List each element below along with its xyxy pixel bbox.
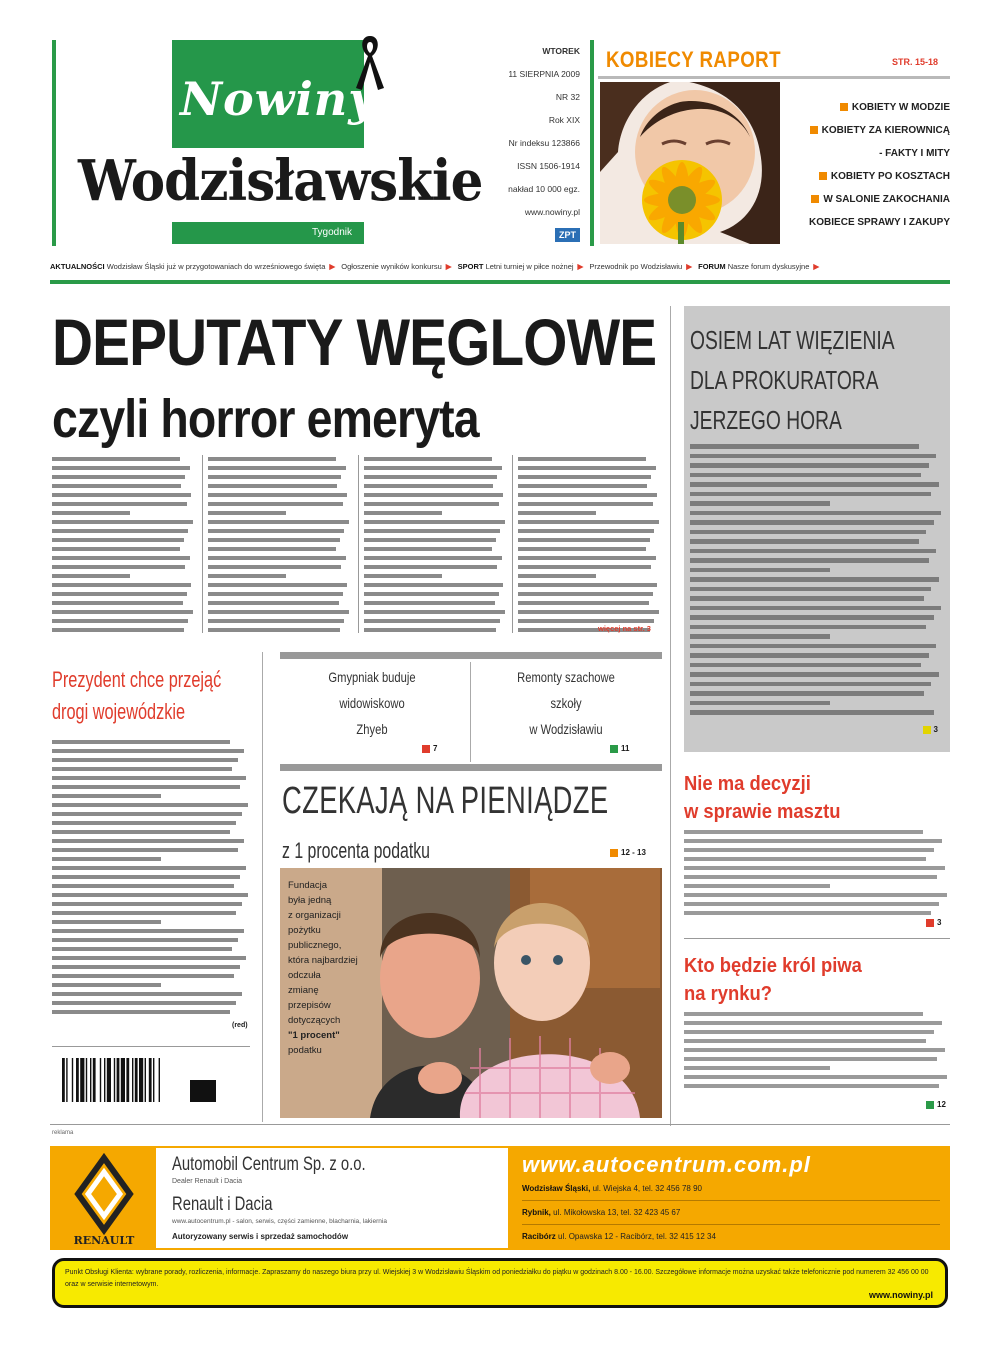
text-line <box>690 663 921 668</box>
text-line <box>690 710 934 715</box>
grey-feature-box <box>684 306 950 752</box>
text-line <box>518 502 653 506</box>
ad-authorized: Autoryzowany serwis i sprzedaż samochodów <box>172 1232 349 1241</box>
barcode-bar <box>159 1058 160 1102</box>
text-line <box>364 565 497 569</box>
logo-main[interactable]: Wodzisławskie <box>78 148 483 214</box>
barcode-bar <box>62 1058 65 1102</box>
teaser-bottom-rule <box>280 764 662 771</box>
text-line <box>690 577 939 582</box>
barcode-bar <box>80 1058 84 1102</box>
text-line <box>208 592 343 596</box>
text-line <box>52 502 187 506</box>
text-line <box>364 484 493 488</box>
text-line <box>52 983 161 987</box>
ad-brand-sub: www.autocentrum.pl - salon, serwis, części zamienne, blacharnia, lakiernia <box>172 1218 387 1225</box>
text-line <box>52 619 188 623</box>
text-line <box>208 610 349 614</box>
ticker-item[interactable]: Ogłoszenie wyników konkursu <box>341 262 442 271</box>
text-line <box>52 758 238 762</box>
text-line <box>208 457 336 461</box>
text-line <box>52 583 191 587</box>
report-item[interactable]: KOBIETY W MODZIE <box>760 96 950 119</box>
text-line <box>208 628 340 632</box>
issue-info <box>476 40 580 247</box>
ad-top-rule <box>50 1124 950 1125</box>
text-line <box>52 574 130 578</box>
barcode-addon <box>190 1080 216 1102</box>
text-line <box>364 574 442 578</box>
lead-subheadline[interactable]: czyli horror emeryta <box>52 389 479 449</box>
bullet-icon <box>819 172 827 180</box>
text-line <box>52 565 185 569</box>
text-line <box>52 830 230 834</box>
text-line <box>684 1057 937 1061</box>
logo-sub: Tygodnik <box>172 222 364 244</box>
text-line <box>208 529 344 533</box>
text-line <box>52 911 236 915</box>
ad-address: Rybnik, ul. Mikołowska 13, tel. 32 423 45 67 <box>522 1208 681 1217</box>
barcode-bar <box>76 1058 79 1102</box>
lead-body-columns <box>52 455 662 635</box>
text-line <box>684 848 934 852</box>
text-line <box>208 619 344 623</box>
report-item[interactable]: KOBIETY ZA KIEROWNICĄ <box>760 119 950 142</box>
barcode-bar <box>117 1058 120 1102</box>
issue-issn: ISSN 1506-1914 <box>517 161 580 171</box>
text-line <box>52 974 234 978</box>
text-line <box>52 839 244 843</box>
lead-headline[interactable]: DEPUTATY WĘGLOWE <box>52 305 657 379</box>
text-line <box>364 556 502 560</box>
feature-subtitle: z 1 procenta podatku <box>282 838 430 863</box>
ad-address: Wodzisław Śląski, ul. Wiejska 4, tel. 32 456 78 90 <box>522 1184 702 1193</box>
text-line <box>52 475 185 479</box>
text-line <box>52 1010 230 1014</box>
bullet-icon <box>923 726 931 734</box>
bullet-icon <box>610 849 618 857</box>
text-line <box>364 601 495 605</box>
text-line <box>518 583 657 587</box>
text-line <box>690 701 830 706</box>
report-title[interactable]: KOBIECY RAPORT <box>606 47 781 72</box>
text-line <box>52 893 248 897</box>
text-line <box>690 520 934 525</box>
report-photo <box>600 82 780 244</box>
text-line <box>690 558 929 563</box>
ad-label: reklama <box>52 1130 74 1136</box>
left-story-signature: (red) <box>232 1022 248 1029</box>
woman-with-flower-image <box>600 82 780 244</box>
ad-address-rule <box>522 1224 940 1225</box>
text-line <box>684 884 830 888</box>
text-line <box>684 902 939 906</box>
text-line <box>518 466 656 470</box>
text-line <box>52 794 161 798</box>
text-line <box>52 956 246 960</box>
text-line <box>364 583 503 587</box>
bullet-icon <box>811 195 819 203</box>
barcode-rule <box>52 1046 250 1047</box>
barcode-bar <box>107 1058 111 1102</box>
text-line <box>52 556 190 560</box>
text-line <box>208 565 341 569</box>
report-item[interactable]: - FAKTY I MITY <box>879 148 950 159</box>
right-story-1-title[interactable]: Nie ma decyzji w sprawie masztu <box>684 773 841 823</box>
text-line <box>52 628 184 632</box>
report-item[interactable]: W SALONIE ZAKOCHANIA <box>760 188 950 211</box>
ticker-item[interactable]: SPORT Letni turniej w piłce nożnej <box>457 262 574 271</box>
text-line <box>518 556 656 560</box>
issue-date: 11 SIERPNIA 2009 <box>508 69 580 79</box>
text-line <box>52 749 244 753</box>
ad-brand: Renault i Dacia <box>172 1194 273 1215</box>
bullet-icon <box>610 745 618 753</box>
text-line <box>518 457 646 461</box>
teaser-top-rule <box>280 652 662 659</box>
text-line <box>52 920 161 924</box>
ticker-rule <box>50 280 950 284</box>
issue-day: WTOREK <box>542 46 580 56</box>
text-line <box>208 547 336 551</box>
text-line <box>364 547 492 551</box>
text-line <box>690 539 919 544</box>
text-line <box>518 565 651 569</box>
barcode-bar <box>72 1058 73 1102</box>
text-line <box>52 538 184 542</box>
grey-box-title[interactable]: OSIEM LAT WIĘZIENIA DLA PROKURATORA JERZEGO HORA <box>690 325 895 435</box>
ad-url[interactable]: www.autocentrum.com.pl <box>522 1152 811 1177</box>
text-line <box>690 615 934 620</box>
dealer-advertisement[interactable] <box>50 1146 950 1250</box>
text-line <box>690 625 926 630</box>
text-line <box>690 606 941 611</box>
left-story-body <box>52 738 250 1018</box>
text-line <box>208 556 346 560</box>
teaser-2-ref[interactable]: 11 <box>610 744 629 753</box>
issue-website: www.nowiny.pl <box>524 207 580 217</box>
right-story-1-body <box>684 828 950 918</box>
text-line <box>690 511 941 516</box>
text-line <box>518 601 649 605</box>
text-line <box>52 767 232 771</box>
barcode-bar <box>126 1058 129 1102</box>
text-line <box>518 574 596 578</box>
text-line <box>52 457 180 461</box>
barcode-icon <box>58 1054 228 1114</box>
right-story-2-body <box>684 1010 950 1096</box>
text-line <box>684 875 937 879</box>
right-story-rule <box>684 938 950 939</box>
barcode-bar <box>104 1058 105 1102</box>
text-line <box>208 601 339 605</box>
text-line <box>684 1039 926 1043</box>
text-line <box>518 484 647 488</box>
text-line <box>208 520 349 524</box>
text-line <box>52 803 248 807</box>
ad-company-sub: Dealer Renault i Dacia <box>172 1178 243 1185</box>
text-line <box>364 466 502 470</box>
text-line <box>364 538 496 542</box>
text-line <box>364 520 505 524</box>
text-line <box>684 1066 830 1070</box>
text-line <box>52 785 240 789</box>
lead-column <box>364 455 506 635</box>
column-divider <box>202 455 203 633</box>
logo-script[interactable]: Nowiny <box>180 72 376 126</box>
barcode-bar <box>114 1058 115 1102</box>
text-line <box>52 992 242 996</box>
lead-continued-link[interactable]: więcej na str. 3 <box>598 624 651 633</box>
text-line <box>208 493 347 497</box>
banner-url[interactable]: www.nowiny.pl <box>869 1290 933 1300</box>
text-line <box>690 492 931 497</box>
text-line <box>684 911 931 915</box>
text-line <box>518 475 651 479</box>
bullet-icon <box>840 103 848 111</box>
issue-year: Rok XIX <box>548 115 580 125</box>
issue-circulation: nakład 10 000 egz. <box>508 184 580 194</box>
barcode-bar <box>149 1058 152 1102</box>
text-line <box>518 520 659 524</box>
text-line <box>364 475 497 479</box>
ad-contact-panel <box>508 1148 948 1248</box>
feature-photo-caption: Fundacja była jedną z organizacji pożytku publicznego, która najbardziej odczuła zmianę przepisów dotyczących "1 procent" podatku <box>288 880 358 1056</box>
news-ticker: AKTUALNOŚCI Wodzisław Śląski już w przygotowaniach do wrześniowego święta ▶ Ogłoszenie wyników konkursu ▶ SPORT Letni turniej w piłce nożnej ▶ Przewodnik po Wodzisławiu ▶ FORUM Nasze forum dyskusyjne ▶ <box>50 262 820 271</box>
text-line <box>690 634 830 639</box>
text-line <box>52 601 183 605</box>
report-page-link[interactable]: STR. 15-18 <box>892 57 939 67</box>
report-item[interactable]: KOBIETY PO KOSZTACH <box>760 165 950 188</box>
text-line <box>208 466 346 470</box>
text-line <box>52 484 181 488</box>
text-line <box>52 610 193 614</box>
teaser-1[interactable]: Gmypniak buduje widowiskowo Zhyeb <box>328 669 416 737</box>
teaser-1-ref[interactable]: 7 <box>422 744 437 753</box>
text-line <box>690 682 931 687</box>
ticker-item[interactable]: FORUM Nasze forum dyskusyjne <box>698 262 810 271</box>
text-line <box>690 444 919 449</box>
text-line <box>518 493 657 497</box>
text-line <box>364 457 492 461</box>
text-line <box>52 740 230 744</box>
report-list <box>760 96 950 234</box>
text-line <box>684 1012 923 1016</box>
text-line <box>690 596 924 601</box>
text-line <box>690 463 929 468</box>
bullet-icon <box>926 919 934 927</box>
text-line <box>52 938 238 942</box>
barcode-bar <box>90 1058 91 1102</box>
text-line <box>690 473 921 478</box>
mourning-ribbon-icon <box>352 32 388 92</box>
bullet-icon <box>422 745 430 753</box>
text-line <box>52 466 190 470</box>
left-story-title[interactable]: Prezydent chce przejąć drogi wojewódzkie <box>52 667 222 724</box>
text-line <box>208 574 286 578</box>
text-line <box>690 691 924 696</box>
teaser-2[interactable]: Remonty szachowe szkoły w Wodzisławiu <box>517 669 615 737</box>
text-line <box>208 538 340 542</box>
barcode-bar <box>139 1058 143 1102</box>
text-line <box>690 653 929 658</box>
bullet-icon <box>810 126 818 134</box>
text-line <box>684 839 942 843</box>
bottom-info-banner[interactable] <box>52 1258 948 1308</box>
text-line <box>364 619 500 623</box>
ad-address-rule <box>522 1200 940 1201</box>
text-line <box>518 529 654 533</box>
grey-box-body <box>690 442 944 722</box>
text-line <box>690 530 926 535</box>
masthead-left-rule <box>52 40 56 246</box>
text-line <box>52 857 161 861</box>
barcode-bar <box>145 1058 146 1102</box>
renault-logo <box>52 1148 156 1248</box>
renault-wordmark: RENAULT <box>73 1234 135 1247</box>
text-line <box>208 502 343 506</box>
text-line <box>364 592 499 596</box>
text-line <box>684 893 947 897</box>
text-line <box>52 529 188 533</box>
text-line <box>684 857 926 861</box>
publisher-logo: ZPT <box>555 228 580 242</box>
teaser-divider <box>470 662 471 762</box>
report-rule <box>598 76 950 79</box>
text-line <box>52 902 242 906</box>
left-column-separator <box>262 652 263 1122</box>
text-line <box>52 965 240 969</box>
text-line <box>518 511 596 515</box>
ad-company: Automobil Centrum Sp. z o.o. <box>172 1154 366 1175</box>
masthead-right-rule <box>590 40 594 246</box>
barcode-bar <box>93 1058 96 1102</box>
text-line <box>52 929 244 933</box>
text-line <box>208 583 347 587</box>
barcode-bar <box>100 1058 101 1102</box>
text-line <box>208 511 286 515</box>
text-line <box>52 511 130 515</box>
text-line <box>52 875 240 879</box>
text-line <box>52 848 238 852</box>
text-line <box>364 511 442 515</box>
right-story-2-title[interactable]: Kto będzie król piwa na rynku? <box>684 955 862 1005</box>
text-line <box>684 1021 942 1025</box>
text-line <box>52 520 193 524</box>
text-line <box>518 592 653 596</box>
text-line <box>364 610 505 614</box>
text-line <box>364 493 503 497</box>
text-line <box>684 1048 945 1052</box>
text-line <box>690 672 939 677</box>
text-line <box>684 1030 934 1034</box>
ticker-item[interactable]: Przewodnik po Wodzisławiu <box>589 262 683 271</box>
lead-column <box>208 455 350 635</box>
grey-box-page-ref[interactable]: 3 <box>923 725 938 734</box>
right-story-1-ref[interactable]: 3 <box>926 918 941 927</box>
text-line <box>364 628 496 632</box>
text-line <box>208 484 337 488</box>
barcode-bar <box>86 1058 87 1102</box>
text-line <box>52 812 242 816</box>
issue-index: Nr indeksu 123866 <box>508 138 580 148</box>
text-line <box>52 493 191 497</box>
text-line <box>690 568 830 573</box>
feature-title[interactable]: CZEKAJĄ NA PIENIĄDZE <box>282 780 609 822</box>
text-line <box>52 592 187 596</box>
text-line <box>684 1075 947 1079</box>
issue-number: NR 32 <box>555 92 580 102</box>
text-line <box>518 547 646 551</box>
text-line <box>518 619 654 623</box>
text-line <box>684 1084 939 1088</box>
report-item[interactable]: KOBIECE SPRAWY I ZAKUPY <box>809 217 950 228</box>
column-divider <box>358 455 359 633</box>
barcode-bar <box>66 1058 67 1102</box>
text-line <box>52 821 236 825</box>
text-line <box>684 866 945 870</box>
lead-column <box>52 455 194 635</box>
text-line <box>364 529 500 533</box>
barcode-bar <box>153 1058 154 1102</box>
text-line <box>364 502 499 506</box>
text-line <box>52 947 232 951</box>
barcode <box>58 1054 228 1114</box>
barcode-bar <box>135 1058 138 1102</box>
ad-address: Racibórz ul. Opawska 12 - Racibórz, tel. 32 415 12 34 <box>522 1232 716 1241</box>
text-line <box>684 830 923 834</box>
ticker-item[interactable]: AKTUALNOŚCI Wodzisław Śląski już w przygotowaniach do wrześniowego święta <box>50 262 326 271</box>
text-line <box>52 884 234 888</box>
text-line <box>690 454 936 459</box>
lead-column <box>518 455 660 635</box>
text-line <box>518 538 650 542</box>
text-line <box>690 482 939 487</box>
text-line <box>52 1001 236 1005</box>
banner-text: Punkt Obsługi Klienta: wybrane porady, rozliczenia, informacje. Zapraszamy do naszego biura przy ul. Wiejskiej 3 w Wodzisławiu Śląskim od poniedziałku do piątku w godzinach 8.00 - 16.00. Szczegółowe informacje można uzyskać także telefonicznie pod numerem 32 456 00 00 oraz w serwisie internetowym. <box>65 1269 929 1288</box>
text-line <box>52 547 180 551</box>
text-line <box>690 549 936 554</box>
right-story-2-ref[interactable]: 12 <box>926 1100 946 1109</box>
text-line <box>208 475 341 479</box>
renault-diamond-icon <box>52 1148 156 1248</box>
text-line <box>690 501 830 506</box>
column-divider <box>512 455 513 633</box>
text-line <box>52 776 246 780</box>
text-line <box>518 610 659 614</box>
barcode-bar <box>132 1058 133 1102</box>
text-line <box>52 866 246 870</box>
text-line <box>690 644 936 649</box>
right-column-separator <box>670 306 671 1126</box>
bullet-icon <box>926 1101 934 1109</box>
feature-page-ref[interactable]: 12 - 13 <box>610 848 646 857</box>
barcode-bar <box>121 1058 125 1102</box>
text-line <box>690 587 931 592</box>
